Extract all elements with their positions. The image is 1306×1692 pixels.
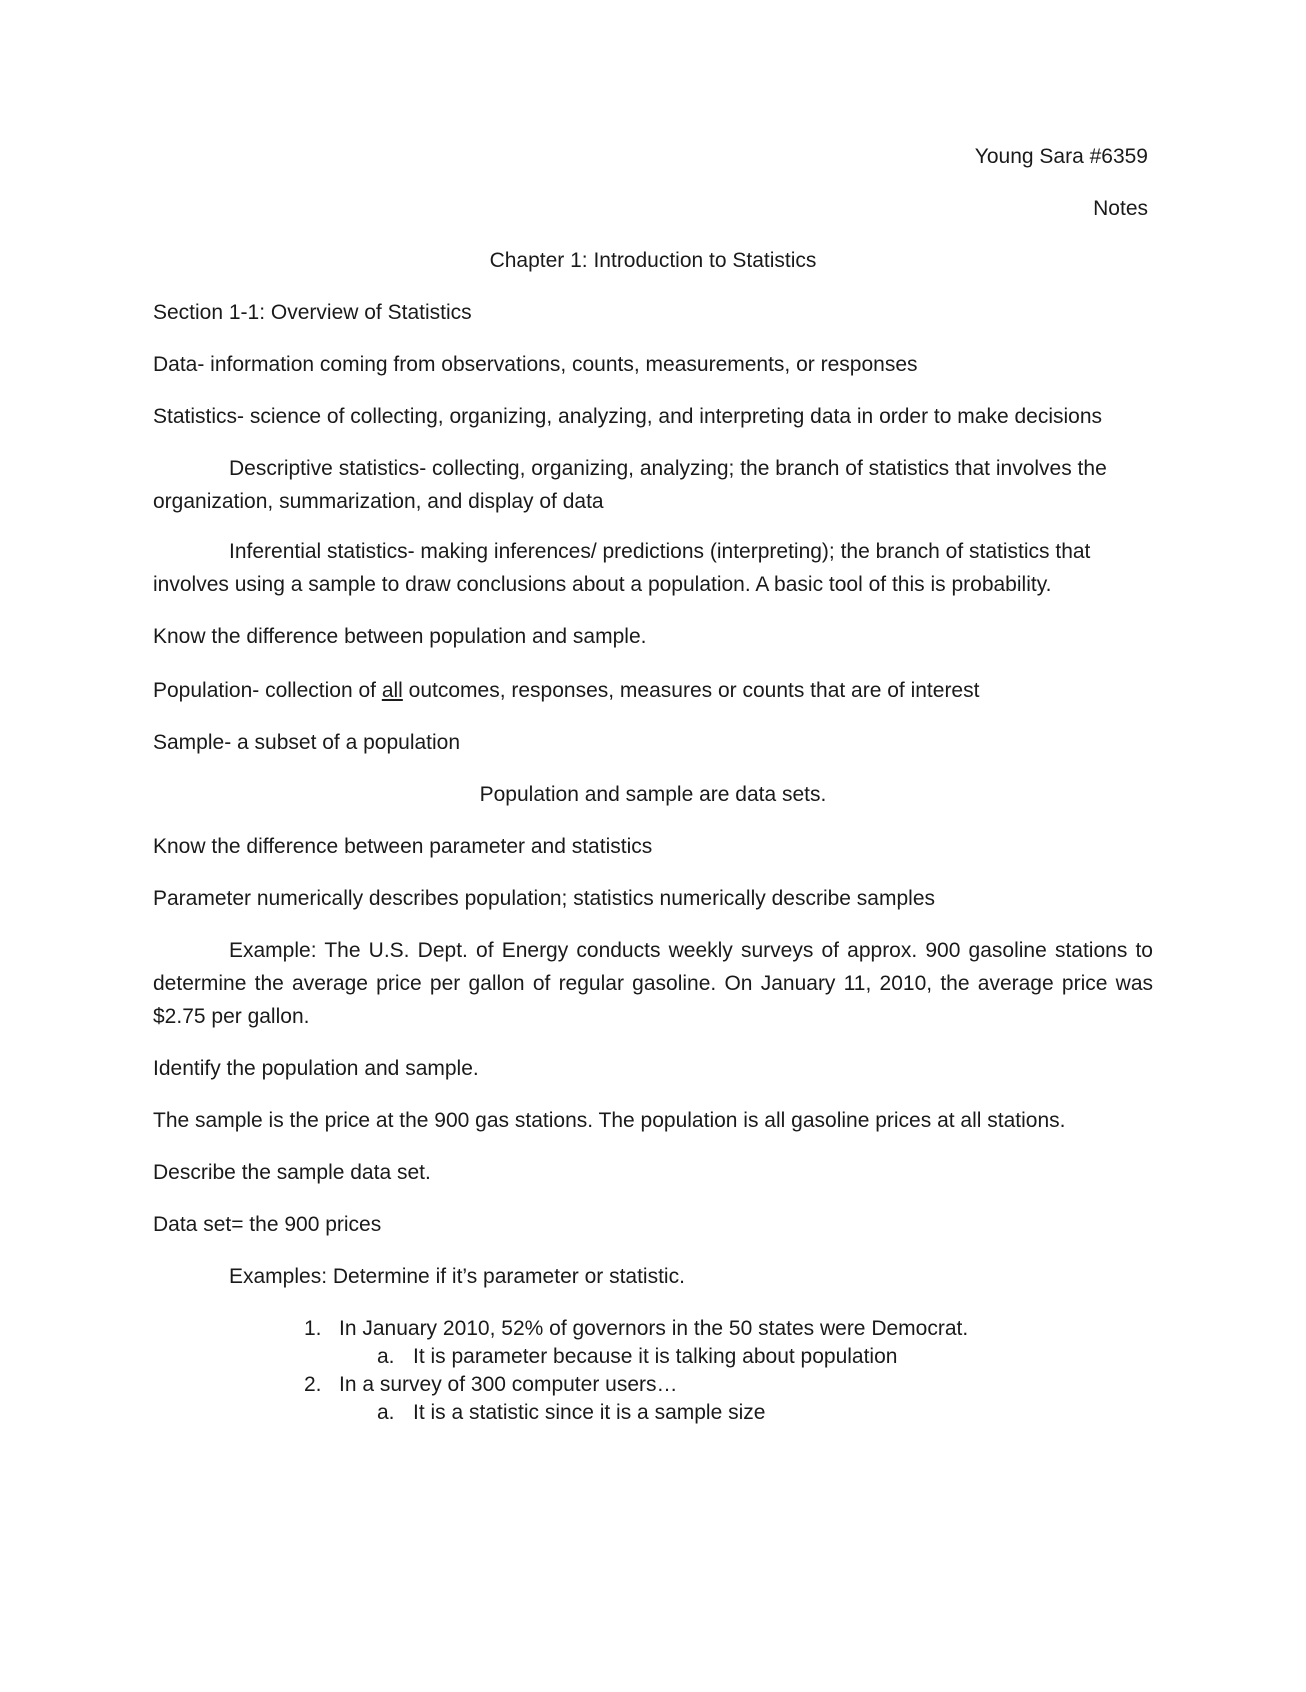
section-title: Section 1-1: Overview of Statistics <box>153 301 472 324</box>
descriptive-statistics: Descriptive statistics- collecting, organizing, analyzing; the branch of statistics that involves the organization, summarization, and display of data <box>153 457 1107 513</box>
data-definition: Data- information coming from observations, counts, measurements, or responses <box>153 353 918 376</box>
datasets-note: Population and sample are data sets. <box>479 783 827 806</box>
describe-question: Describe the sample data set. <box>153 1161 431 1184</box>
know-param-stat: Know the difference between parameter and statistics <box>153 835 653 858</box>
list-text: In January 2010, 52% of governors in the 50 states were Democrat. <box>339 1317 969 1340</box>
author-line: Young Sara #6359 <box>974 145 1148 168</box>
population-definition <box>153 674 1153 707</box>
inferential-statistics: Inferential statistics- making inferences/ predictions (interpreting); the branch of statistics that involves using a sample to draw conclusions about a population. A basic tool of this is probability. <box>153 540 1091 596</box>
population-pre: Population- collection of <box>153 679 382 702</box>
sample-definition: Sample- a subset of a population <box>153 731 461 754</box>
dataset-answer: Data set= the 900 prices <box>153 1213 382 1236</box>
know-pop-sample: Know the difference between population and sample. <box>153 625 647 648</box>
sub-list-letter: a. <box>377 1345 395 1368</box>
population-sample-answer: The sample is the price at the 900 gas stations. The population is all gasoline prices at all stations. <box>153 1109 1066 1132</box>
sub-list-text: It is parameter because it is talking about population <box>413 1345 898 1368</box>
list-number: 2. <box>304 1373 322 1396</box>
list-text: In a survey of 300 computer users… <box>339 1373 678 1396</box>
sub-list-text: It is a statistic since it is a sample size <box>413 1401 766 1424</box>
identify-question: Identify the population and sample. <box>153 1057 479 1080</box>
gas-example: Example: The U.S. Dept. of Energy conducts weekly surveys of approx. 900 gasoline stations to determine the average price per gallon of regular gasoline. On January 11, 2010, the average price was $2.75 per gallon. <box>153 939 1153 1028</box>
population-post: outcomes, responses, measures or counts that are of interest <box>402 679 980 702</box>
chapter-title: Chapter 1: Introduction to Statistics <box>489 249 817 272</box>
statistics-definition: Statistics- science of collecting, organizing, analyzing, and interpreting data in order to make decisions <box>153 405 1103 428</box>
sub-list-letter: a. <box>377 1401 395 1424</box>
examples-heading: Examples: Determine if it’s parameter or statistic. <box>229 1265 685 1288</box>
doc-type: Notes <box>1093 197 1148 220</box>
list-number: 1. <box>304 1317 322 1340</box>
population-all: all <box>381 679 403 702</box>
parameter-definition: Parameter numerically describes population; statistics numerically describe samples <box>153 887 935 910</box>
